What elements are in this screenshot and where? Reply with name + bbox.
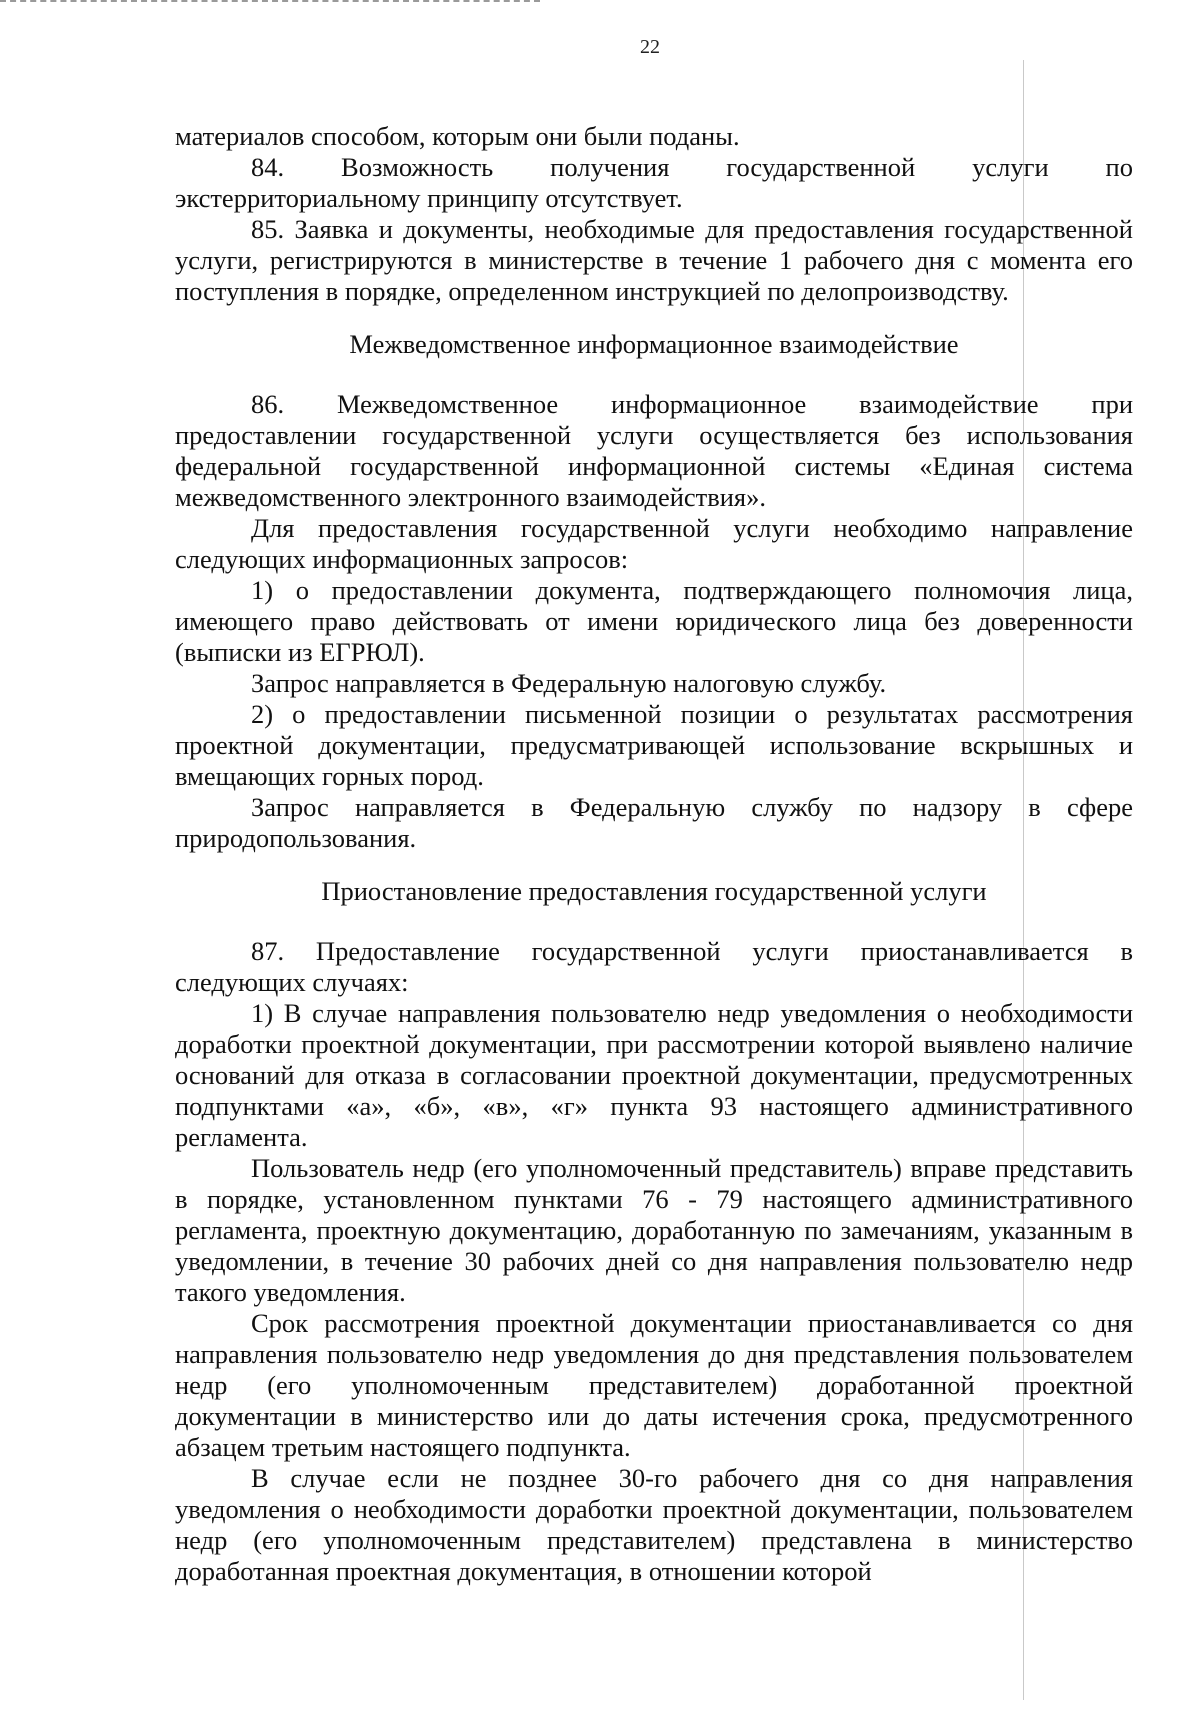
spacer bbox=[175, 360, 1133, 389]
spacer bbox=[175, 307, 1133, 329]
paragraph: Запрос направляется в Федеральную службу по надзору в сфере природопользования. bbox=[175, 792, 1133, 853]
page-number: 22 bbox=[640, 36, 660, 58]
paragraph-86: 86. Межведомственное информационное взаимодействие при предоставлении государственной услуги осуществляется без использования федеральной государственной информационной системы «Единая система межведомственного электронного взаимодействия». bbox=[175, 389, 1133, 512]
scan-edge-line bbox=[0, 0, 540, 2]
document-body bbox=[175, 121, 1133, 1587]
section-heading-interagency: Межведомственное информационное взаимодействие bbox=[349, 329, 959, 359]
paragraph: Пользователь недр (его уполномоченный представитель) вправе представить в порядке, установленном пунктами 76 - 79 настоящего административного регламента, проектную документацию, доработанную по замечаниям, указанным в уведомлении, в течение 30 рабочих дней со дня направления пользователю недр такого уведомления. bbox=[175, 1153, 1133, 1307]
paragraph: Запрос направляется в Федеральную налоговую службу. bbox=[251, 668, 887, 698]
paragraph: материалов способом, которым они были поданы. bbox=[175, 121, 740, 151]
list-item-2: 2) о предоставлении письменной позиции о результатах рассмотрения проектной документации, предусматривающей использование вскрышных и вмещающих горных пород. bbox=[175, 699, 1133, 791]
paragraph-87: 87. Предоставление государственной услуги приостанавливается в следующих случаях: bbox=[175, 936, 1133, 997]
spacer bbox=[175, 854, 1133, 876]
paragraph-85: 85. Заявка и документы, необходимые для предоставления государственной услуги, регистрируются в министерстве в течение 1 рабочего дня с момента его поступления в порядке, определенном инструкцией по делопроизводству. bbox=[175, 214, 1133, 306]
section-heading-suspension: Приостановление предоставления государственной услуги bbox=[321, 876, 987, 906]
paragraph: Срок рассмотрения проектной документации приостанавливается со дня направления пользователю недр уведомления до дня представления пользователем недр (его уполномоченным представителем) доработанной проектной документации в министерство или до даты истечения срока, предусмотренного абзацем третьим настоящего подпункта. bbox=[175, 1308, 1133, 1462]
paragraph-84: 84. Возможность получения государственной услуги по экстерриториальному принципу отсутствует. bbox=[175, 152, 1133, 213]
list-item-1: 1) В случае направления пользователю недр уведомления о необходимости доработки проектной документации, при рассмотрении которой выявлено наличие оснований для отказа в согласовании проектной документации, предусмотренных подпунктами «а», «б», «в», «г» пункта 93 настоящего административного регламента. bbox=[175, 998, 1133, 1152]
paragraph: В случае если не позднее 30-го рабочего дня со дня направления уведомления о необходимости доработки проектной документации, пользователем недр (его уполномоченным представителем) представлена в министерство доработанная проектная документация, в отношении которой bbox=[175, 1463, 1133, 1586]
paragraph: Для предоставления государственной услуги необходимо направление следующих информационных запросов: bbox=[175, 513, 1133, 574]
spacer bbox=[175, 907, 1133, 936]
list-item-1: 1) о предоставлении документа, подтверждающего полномочия лица, имеющего право действовать от имени юридического лица без доверенности (выписки из ЕГРЮЛ). bbox=[175, 575, 1133, 667]
